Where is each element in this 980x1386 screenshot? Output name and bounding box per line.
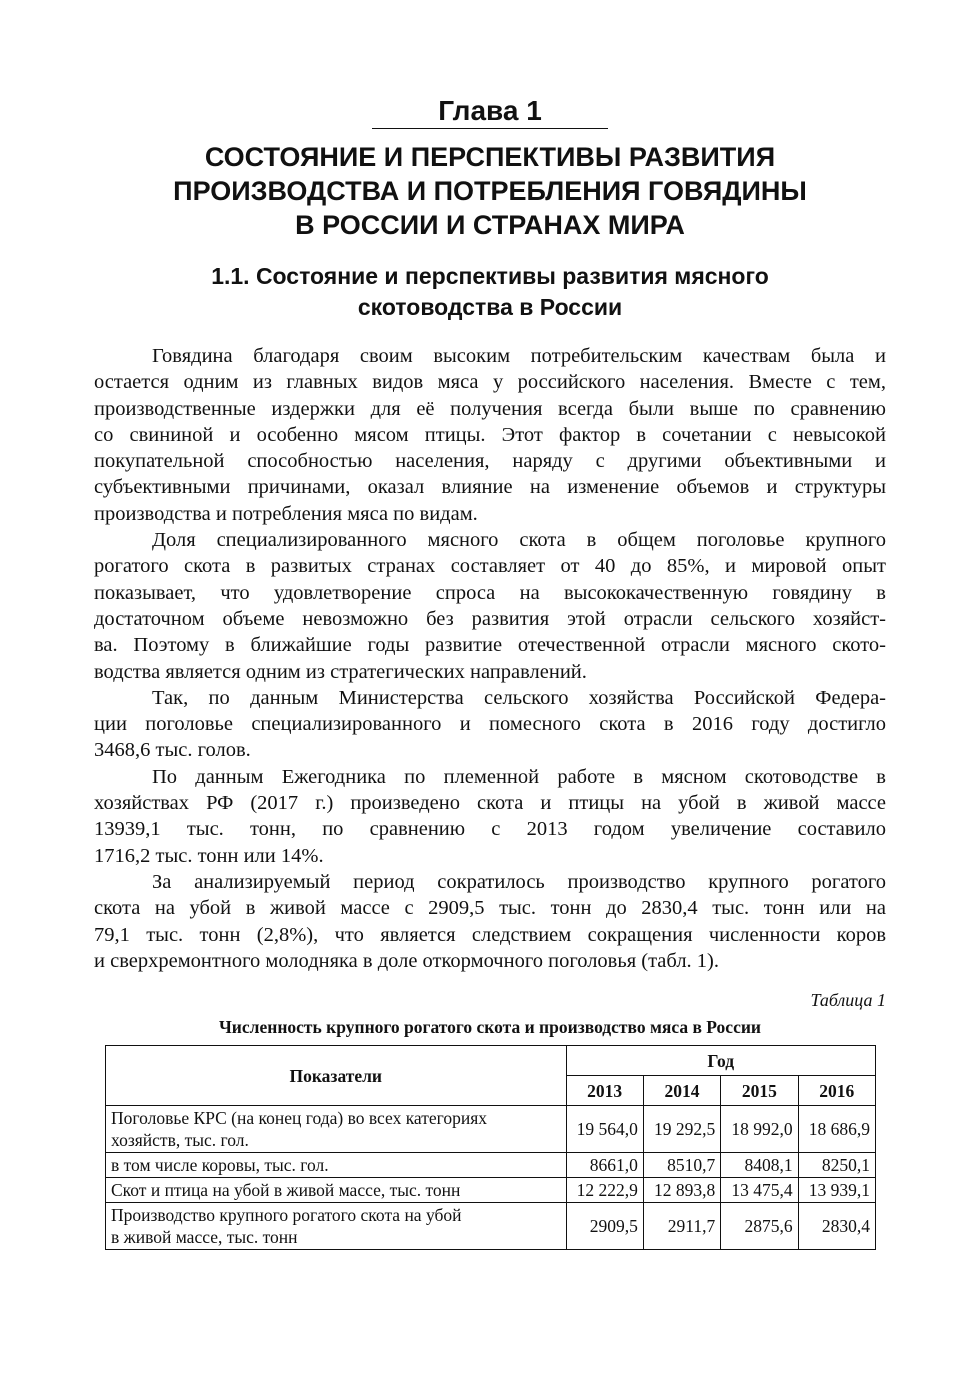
text-line: достаточном объеме невозможно без развития этой отрасли сельского хозяйст- xyxy=(94,607,886,630)
text-line: покупательной способностью населения, наряду с другими объективными и xyxy=(94,450,886,473)
row-label xyxy=(106,1178,567,1203)
row-label-line: Поголовье КРС (на конец года) во всех категориях xyxy=(111,1108,488,1128)
table-cell: 8250,1 xyxy=(798,1153,875,1178)
text-line: хозяйствах РФ (2017 г.) произведено скота и птицы на убой в живой массе xyxy=(94,792,886,815)
table-cell: 8661,0 xyxy=(566,1153,643,1178)
text-line: Говядина благодаря своим высоким потребительским качествам была и xyxy=(152,345,886,367)
text-line: со свининой и особенно мясом птицы. Этот фактор в сочетании с невысокой xyxy=(94,423,886,446)
text-line: 1716,2 тыс. тонн или 14%. xyxy=(94,844,324,867)
table-cell: 12 893,8 xyxy=(643,1178,720,1203)
header-year-cell: 2015 xyxy=(721,1076,798,1106)
table-row xyxy=(106,1203,876,1250)
header-year-cell: 2013 xyxy=(566,1076,643,1106)
row-label-line: Скот и птица на убой в живой массе, тыс. тонн xyxy=(111,1180,461,1200)
text-line: 3468,6 тыс. голов. xyxy=(94,739,251,762)
row-label-line: хозяйств, тыс. гол. xyxy=(111,1130,249,1150)
table-caption: Численность крупного рогатого скота и производство мяса в России xyxy=(218,1017,762,1037)
row-label-line: в живой массе, тыс. тонн xyxy=(111,1227,298,1247)
table-cell: 8510,7 xyxy=(643,1153,720,1178)
text-line: производственные издержки для её получения всегда были выше по сравнению xyxy=(94,397,886,420)
table-cell: 18 686,9 xyxy=(798,1106,875,1153)
row-label xyxy=(106,1203,567,1250)
text-line: остается одним из главных видов мяса у российского населения. Вместе с тем, xyxy=(94,371,886,394)
table-cell: 2875,6 xyxy=(721,1203,798,1250)
header-indicators: Показатели xyxy=(106,1046,567,1106)
section-title-line: 1.1. Состояние и перспективы развития мясного xyxy=(211,263,769,289)
cattle-table xyxy=(105,1045,876,1250)
section-title xyxy=(60,261,920,323)
text-line: производства и потребления мяса по видам. xyxy=(94,502,478,525)
chapter-title-line: ПРОИЗВОДСТВА И ПОТРЕБЛЕНИЯ ГОВЯДИНЫ xyxy=(173,176,807,206)
row-label-line: Производство крупного рогатого скота на убой xyxy=(111,1205,462,1225)
table-cell: 13 939,1 xyxy=(798,1178,875,1203)
chapter-title-line: В РОССИИ И СТРАНАХ МИРА xyxy=(295,210,685,240)
chapter-title-line: СОСТОЯНИЕ И ПЕРСПЕКТИВЫ РАЗВИТИЯ xyxy=(204,142,776,172)
table-cell: 19 564,0 xyxy=(566,1106,643,1153)
table-cell: 2830,4 xyxy=(798,1203,875,1250)
text-line: скота на убой в живой массе с 2909,5 тыс. тонн до 2830,4 тыс. тонн или на xyxy=(94,897,886,920)
table-row xyxy=(106,1178,876,1203)
text-line: По данным Ежегодника по племенной работе в мясном скотоводстве в xyxy=(152,765,886,788)
chapter-underline xyxy=(372,128,608,129)
header-year-cell: 2016 xyxy=(798,1076,875,1106)
text-line: Доля специализированного мясного скота в общем поголовье крупного xyxy=(152,529,886,552)
row-label xyxy=(106,1106,567,1153)
table-cell: 13 475,4 xyxy=(721,1178,798,1203)
chapter-title xyxy=(60,140,920,242)
text-line: Так, по данным Министерства сельского хозяйства Российской Федера- xyxy=(152,686,886,709)
table-header-row xyxy=(106,1046,876,1076)
row-label-line: в том числе коровы, тыс. гол. xyxy=(111,1155,329,1175)
paragraph xyxy=(94,527,886,685)
text-line: и сверхремонтного молодняка в доле откормочного поголовья (табл. 1). xyxy=(94,949,719,972)
table-cell: 19 292,5 xyxy=(643,1106,720,1153)
body-text xyxy=(94,343,886,974)
header-year-cell: 2014 xyxy=(643,1076,720,1106)
paragraph xyxy=(94,764,886,869)
paragraph xyxy=(94,685,886,764)
section-title-line: скотоводства в России xyxy=(357,294,623,320)
chapter-label: Глава 1 xyxy=(438,95,542,126)
text-line: 13939,1 тыс. тонн, по сравнению с 2013 годом увеличение составило xyxy=(94,818,886,841)
table-row xyxy=(106,1106,876,1153)
text-line: ва. Поэтому в ближайшие годы развитие отечественной отрасли мясного ското- xyxy=(94,634,886,657)
text-line: За анализируемый период сократилось производство крупного рогатого xyxy=(152,870,886,893)
table-row xyxy=(106,1153,876,1178)
paragraph xyxy=(94,343,886,527)
table-label: Таблица 1 xyxy=(810,990,886,1010)
text-line: рогатого скота в развитых странах составляет от 40 до 85%, и мировой опыт xyxy=(94,555,886,578)
text-line: показывает, что удовлетворение спроса на высококачественную говядину в xyxy=(94,581,886,604)
text-line: субъективными причинами, оказал влияние на изменение объемов и структуры xyxy=(94,476,886,499)
table-cell: 12 222,9 xyxy=(566,1178,643,1203)
table-cell: 2911,7 xyxy=(643,1203,720,1250)
text-line: ции поголовье специализированного и помесного скота в 2016 году достигло xyxy=(94,713,886,736)
text-line: 79,1 тыс. тонн (2,8%), что является следствием сокращения численности коров xyxy=(94,923,886,946)
row-label xyxy=(106,1153,567,1178)
table-cell: 8408,1 xyxy=(721,1153,798,1178)
table-cell: 18 992,0 xyxy=(721,1106,798,1153)
header-year: Год xyxy=(566,1046,876,1076)
table-cell: 2909,5 xyxy=(566,1203,643,1250)
text-line: водства является одним из стратегических направлений. xyxy=(94,660,587,683)
paragraph xyxy=(94,869,886,974)
